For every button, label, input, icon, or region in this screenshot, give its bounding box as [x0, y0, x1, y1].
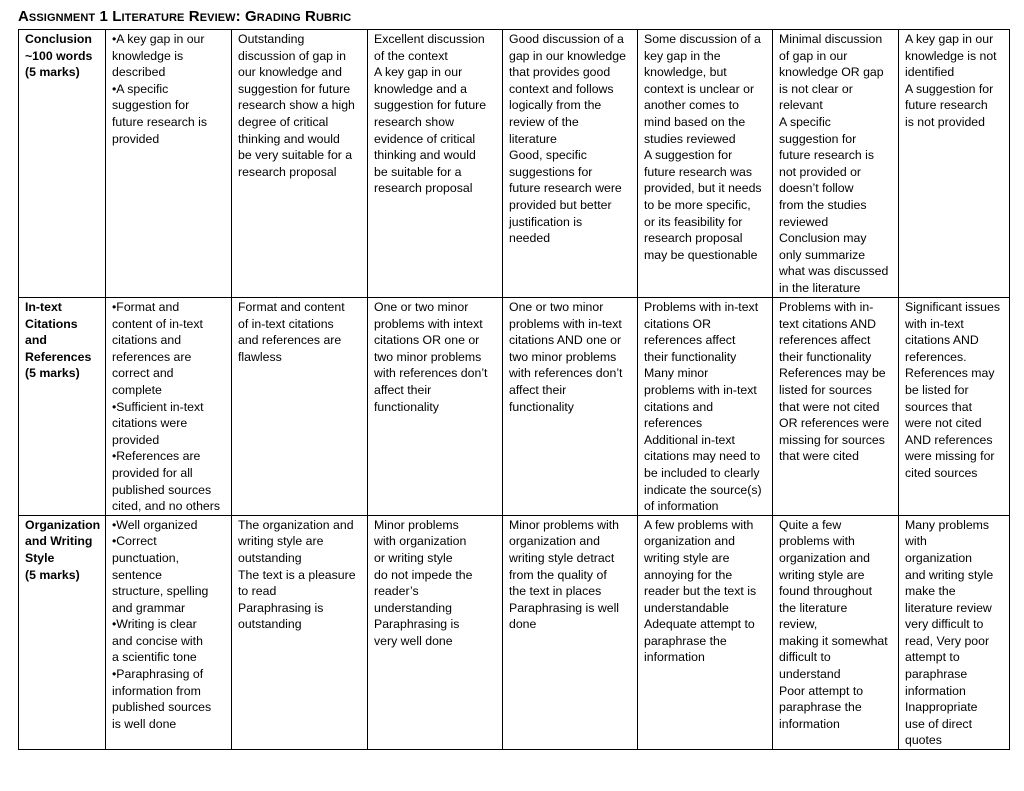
rubric-cell-some [638, 515, 773, 749]
cell-line: correct and [112, 366, 174, 381]
cell-line: A few problems with [644, 517, 754, 532]
cell-line: or writing style [374, 550, 453, 565]
cell-line: degree of critical [238, 114, 329, 129]
cell-line: citations and [112, 333, 182, 348]
cell-line: functionality [509, 399, 574, 414]
rubric-row-citations-references [19, 298, 1010, 516]
cell-line: complete [112, 382, 162, 397]
cell-line: information [779, 716, 840, 731]
cell-line: reviewed [779, 214, 829, 229]
cell-line: references are [112, 349, 192, 364]
cell-line: AND references [905, 432, 993, 447]
cell-line: sentence [112, 567, 162, 582]
cell-line: content of in-text [112, 316, 203, 331]
cell-line: mind based on the [644, 114, 746, 129]
cell-line: from the studies [779, 197, 867, 212]
cell-line: One or two minor [509, 300, 604, 314]
cell-line: be listed for [905, 382, 969, 397]
cell-line: very well done [374, 633, 453, 648]
cell-line: literature [509, 131, 557, 146]
cell-line: their functionality [779, 349, 872, 364]
cell-line: is not provided [905, 114, 985, 129]
criterion-line: ~100 words [25, 48, 93, 63]
cell-line: paraphrase the [644, 633, 727, 648]
cell-line: Conclusion may [779, 231, 867, 246]
cell-line: problems with intext [374, 316, 483, 331]
cell-line: A key gap in our [374, 65, 463, 80]
cell-line: review, [779, 617, 818, 632]
cell-line: •Correct [112, 534, 157, 549]
cell-line: citations OR [644, 316, 711, 331]
cell-line: problems with [779, 534, 855, 549]
cell-line: quotes [905, 733, 942, 748]
cell-line: make the [905, 584, 956, 599]
cell-line: One or two minor [374, 300, 469, 314]
cell-line: Format and content [238, 300, 345, 314]
cell-line: problems with in-text [644, 382, 757, 397]
cell-line: understand [779, 667, 841, 682]
cell-line: structure, spelling [112, 584, 209, 599]
cell-line: gap in our knowledge [509, 48, 626, 63]
cell-line: suggestion for future [374, 98, 487, 113]
rubric-cell-criteria [106, 515, 232, 749]
cell-line: Significant issues [905, 300, 1001, 314]
cell-line: discussion of gap in [238, 48, 347, 63]
rubric-cell-excellent [368, 30, 503, 298]
cell-line: making it somewhat [779, 633, 888, 648]
rubric-cell-criteria [106, 298, 232, 516]
cell-line: •References are [112, 449, 201, 464]
cell-line: research show a high [238, 98, 355, 113]
cell-line: with references don’t [374, 366, 488, 381]
cell-line: The organization and [238, 517, 354, 532]
cell-line: citations may need to [644, 449, 761, 464]
cell-line: thinking and would [238, 131, 340, 146]
cell-line: •Paraphrasing of [112, 667, 204, 682]
cell-line: •Writing is clear [112, 617, 197, 632]
cell-line: Excellent discussion [374, 32, 485, 46]
cell-line: •Well organized [112, 517, 198, 532]
cell-line: outstanding [238, 617, 302, 632]
cell-line: writing style are [238, 534, 324, 549]
criterion-line: (5 marks) [25, 65, 80, 80]
cell-line: published sources [112, 482, 212, 497]
criterion-cell [19, 298, 106, 516]
criterion-line: Organization [25, 517, 101, 532]
cell-line: organization and [509, 534, 600, 549]
rubric-cell-some [638, 30, 773, 298]
cell-line: reader but the text is [644, 584, 757, 599]
rubric-row-organization-writing [19, 515, 1010, 749]
cell-line: with [905, 534, 927, 549]
criterion-line: Conclusion [25, 32, 92, 46]
cell-line: is not clear or [779, 81, 853, 96]
grading-rubric-table [18, 29, 1010, 750]
cell-line: Many problems [905, 517, 990, 532]
cell-line: missing for sources [779, 432, 885, 447]
cell-line: A suggestion for [644, 148, 733, 163]
cell-line: knowledge OR gap [779, 65, 884, 80]
cell-line: citations AND one or [509, 333, 622, 348]
cell-line: Problems with in-text [644, 300, 759, 314]
cell-line: context and follows [509, 81, 614, 96]
cell-line: studies reviewed [644, 131, 736, 146]
cell-line: listed for sources [779, 382, 872, 397]
cell-line: References may be [779, 366, 886, 381]
cell-line: context is unclear or [644, 81, 755, 96]
cell-line: that were cited [779, 449, 859, 464]
cell-line: the literature [779, 600, 848, 615]
cell-line: relevant [779, 98, 823, 113]
cell-line: or its feasibility for [644, 214, 743, 229]
cell-line: provided but better [509, 197, 612, 212]
rubric-row-conclusion [19, 30, 1010, 298]
cell-line: problems with in-text [509, 316, 622, 331]
cell-line: information from [112, 683, 201, 698]
cell-line: Paraphrasing is [374, 617, 460, 632]
cell-line: difficult to [779, 650, 831, 665]
cell-line: provided, but it needs [644, 181, 762, 196]
cell-line: annoying for the [644, 567, 733, 582]
cell-line: what was discussed [779, 264, 889, 279]
cell-line: with organization [374, 534, 467, 549]
cell-line: two minor problems [374, 349, 482, 364]
cell-line: Poor attempt to [779, 683, 864, 698]
cell-line: of information [644, 499, 719, 514]
rubric-cell-excellent [368, 515, 503, 749]
criterion-line: In-text [25, 300, 62, 314]
cell-line: Adequate attempt to [644, 617, 755, 632]
cell-line: future research was [644, 164, 752, 179]
rubric-cell-good [503, 298, 638, 516]
cell-line: Quite a few [779, 517, 842, 532]
cell-line: flawless [238, 349, 282, 364]
cell-line: Minor problems with [509, 517, 620, 532]
criterion-line: Style [25, 550, 55, 565]
rubric-cell-minimal [773, 298, 899, 516]
cell-line: found throughout [779, 584, 872, 599]
rubric-cell-minimal [773, 515, 899, 749]
cell-line: future research [905, 98, 988, 113]
cell-line: in the literature [779, 280, 861, 295]
cell-line: research proposal [374, 181, 473, 196]
cell-line: future research were [509, 181, 622, 196]
cell-line: provided [112, 131, 160, 146]
cell-line: understandable [644, 600, 729, 615]
cell-line: provided for all [112, 465, 193, 480]
cell-line: Some discussion of a [644, 32, 761, 46]
criterion-line: Citations [25, 316, 78, 331]
rubric-cell-missing [899, 30, 1010, 298]
cell-line: research proposal [644, 231, 743, 246]
cell-line: suggestion for [112, 98, 190, 113]
cell-line: citations and [644, 399, 714, 414]
cell-line: be suitable for a [374, 164, 462, 179]
cell-line: published sources [112, 700, 212, 715]
cell-line: research proposal [238, 164, 337, 179]
cell-line: doesn’t follow [779, 181, 854, 196]
cell-line: and concise with [112, 633, 203, 648]
cell-line: Minimal discussion [779, 32, 883, 46]
cell-line: future research is [779, 148, 875, 163]
rubric-cell-outstanding [232, 515, 368, 749]
cell-line: cited, and no others [112, 499, 221, 514]
cell-line: •Sufficient in-text [112, 399, 204, 414]
cell-line: evidence of critical [374, 131, 476, 146]
cell-line: and references are [238, 333, 342, 348]
rubric-cell-good [503, 30, 638, 298]
cell-line: Paraphrasing is well [509, 600, 620, 615]
cell-line: references affect [779, 333, 871, 348]
cell-line: organization [905, 550, 972, 565]
cell-line: understanding [374, 600, 452, 615]
cell-line: Additional in-text [644, 432, 735, 447]
cell-line: to be more specific, [644, 197, 751, 212]
cell-line: may be questionable [644, 247, 758, 262]
cell-line: needed [509, 231, 551, 246]
cell-line: identified [905, 65, 955, 80]
cell-line: read, Very poor [905, 633, 990, 648]
cell-line: only summarize [779, 247, 866, 262]
cell-line: knowledge is [112, 48, 184, 63]
cell-line: •A specific [112, 81, 169, 96]
rubric-cell-criteria [106, 30, 232, 298]
cell-line: were not cited [905, 416, 982, 431]
cell-line: OR references were [779, 416, 890, 431]
cell-line: affect their [374, 382, 432, 397]
cell-line: writing style detract [509, 550, 615, 565]
cell-line: that provides good [509, 65, 611, 80]
criterion-line: (5 marks) [25, 366, 80, 381]
cell-line: writing style are [644, 550, 730, 565]
cell-line: Good discussion of a [509, 32, 624, 46]
cell-line: paraphrase [905, 667, 968, 682]
cell-line: functionality [374, 399, 439, 414]
criterion-cell [19, 30, 106, 298]
cell-line: their functionality [644, 349, 737, 364]
cell-line: Outstanding [238, 32, 305, 46]
cell-line: of in-text citations [238, 316, 334, 331]
cell-line: suggestions for [509, 164, 593, 179]
cell-line: described [112, 65, 166, 80]
rubric-cell-minimal [773, 30, 899, 298]
cell-line: organization and [644, 534, 735, 549]
rubric-cell-missing [899, 298, 1010, 516]
cell-line: suggestion for [779, 131, 857, 146]
cell-line: A specific [779, 114, 831, 129]
cell-line: with in-text [905, 316, 964, 331]
cell-line: a scientific tone [112, 650, 197, 665]
cell-line: paraphrase the [779, 700, 862, 715]
cell-line: thinking and would [374, 148, 476, 163]
rubric-cell-excellent [368, 298, 503, 516]
cell-line: Inappropriate [905, 700, 978, 715]
cell-line: references. [905, 349, 967, 364]
cell-line: be very suitable for a [238, 148, 353, 163]
cell-line: key gap in the [644, 48, 721, 63]
cell-line: citations were [112, 416, 188, 431]
cell-line: and writing style [905, 567, 994, 582]
cell-line: our knowledge and [238, 65, 342, 80]
criterion-line: References [25, 349, 92, 364]
cell-line: not provided or [779, 164, 862, 179]
cell-line: research show [374, 114, 454, 129]
cell-line: References may [905, 366, 995, 381]
cell-line: with references don’t [509, 366, 623, 381]
cell-line: references affect [644, 333, 736, 348]
rubric-cell-some [638, 298, 773, 516]
criterion-cell [19, 515, 106, 749]
cell-line: done [509, 617, 537, 632]
criterion-line: (5 marks) [25, 567, 80, 582]
cell-line: references [644, 416, 703, 431]
cell-line: logically from the [509, 98, 602, 113]
cell-line: Problems with in- [779, 300, 874, 314]
cell-line: that were not cited [779, 399, 880, 414]
cell-line: justification is [509, 214, 583, 229]
cell-line: attempt to [905, 650, 960, 665]
cell-line: two minor problems [509, 349, 617, 364]
cell-line: Many minor [644, 366, 709, 381]
cell-line: Paraphrasing is [238, 600, 324, 615]
cell-line: the text in places [509, 584, 602, 599]
cell-line: from the quality of [509, 567, 607, 582]
cell-line: citations OR one or [374, 333, 480, 348]
cell-line: information [644, 650, 705, 665]
cell-line: Good, specific [509, 148, 587, 163]
cell-line: cited sources [905, 465, 978, 480]
cell-line: to read [238, 584, 277, 599]
cell-line: suggestion for future [238, 81, 351, 96]
cell-line: affect their [509, 382, 567, 397]
cell-line: another comes to [644, 98, 740, 113]
criterion-line: and [25, 333, 47, 348]
cell-line: text citations AND [779, 316, 877, 331]
cell-line: of gap in our [779, 48, 848, 63]
cell-line: information [905, 683, 966, 698]
cell-line: of the context [374, 48, 448, 63]
cell-line: review of the [509, 114, 579, 129]
rubric-cell-outstanding [232, 298, 368, 516]
rubric-cell-missing [899, 515, 1010, 749]
page-title: Assignment 1 Literature Review: Grading Rubric [18, 8, 352, 25]
cell-line: punctuation, [112, 550, 180, 565]
cell-line: do not impede the [374, 567, 473, 582]
cell-line: A suggestion for [905, 81, 994, 96]
cell-line: knowledge and a [374, 81, 467, 96]
cell-line: were missing for [905, 449, 995, 464]
cell-line: use of direct [905, 716, 972, 731]
cell-line: •A key gap in our [112, 32, 205, 46]
cell-line: knowledge is not [905, 48, 997, 63]
cell-line: indicate the source(s) [644, 482, 762, 497]
cell-line: is well done [112, 716, 177, 731]
cell-line: reader’s [374, 584, 419, 599]
cell-line: very difficult to [905, 617, 984, 632]
cell-line: future research is [112, 114, 208, 129]
cell-line: provided [112, 432, 160, 447]
rubric-cell-good [503, 515, 638, 749]
cell-line: knowledge, but [644, 65, 727, 80]
cell-line: citations AND [905, 333, 979, 348]
cell-line: Minor problems [374, 517, 459, 532]
cell-line: •Format and [112, 300, 180, 314]
cell-line: The text is a pleasure [238, 567, 356, 582]
cell-line: organization and [779, 550, 870, 565]
cell-line: and grammar [112, 600, 186, 615]
criterion-line: and Writing [25, 534, 93, 549]
cell-line: outstanding [238, 550, 302, 565]
cell-line: A key gap in our [905, 32, 994, 46]
rubric-cell-outstanding [232, 30, 368, 298]
cell-line: sources that [905, 399, 972, 414]
cell-line: be included to clearly [644, 465, 760, 480]
cell-line: writing style are [779, 567, 865, 582]
cell-line: literature review [905, 600, 992, 615]
